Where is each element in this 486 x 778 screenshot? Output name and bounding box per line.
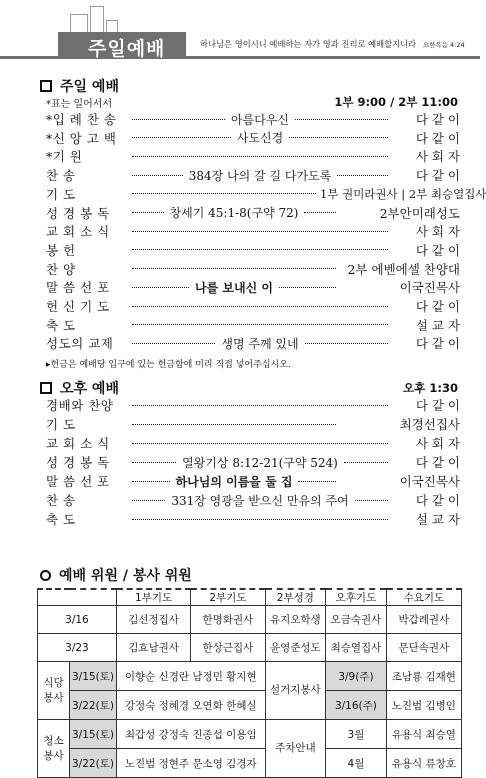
order-label: 찬 양 bbox=[46, 261, 76, 277]
order-person: 설 교 자 bbox=[415, 512, 460, 527]
order-row bbox=[46, 434, 460, 452]
order-content: 사도신경 bbox=[236, 131, 284, 146]
meal-service-date: 3/15(토) bbox=[70, 662, 117, 691]
dot-leader bbox=[132, 268, 336, 269]
dish-service-names: 노진범 김병인 bbox=[386, 691, 461, 720]
dot-leader bbox=[279, 287, 336, 288]
meal-service-row bbox=[38, 662, 462, 691]
dot-leader bbox=[355, 500, 388, 501]
dot-leader bbox=[132, 343, 215, 344]
order-leader bbox=[128, 443, 392, 444]
order-person: 사 회 자 bbox=[415, 224, 460, 240]
order-person: 다 같 이 bbox=[415, 112, 460, 127]
duty-table bbox=[37, 588, 462, 778]
duty-cell: 오금숙권사 bbox=[326, 606, 387, 634]
order-label: 성도의 교제 bbox=[46, 336, 114, 352]
duty-row bbox=[38, 634, 462, 662]
order-person: 다 같 이 bbox=[415, 493, 460, 508]
dot-leader bbox=[132, 405, 388, 406]
order-person: 최경선집사 bbox=[399, 417, 460, 432]
order-row bbox=[46, 204, 460, 222]
header-rule bbox=[0, 56, 480, 59]
duty-cell: 유지오학생 bbox=[265, 606, 326, 634]
meal-service-names: 이향순 신경란 남정민 황지현 bbox=[116, 662, 265, 691]
clean-service-date: 3/22(토) bbox=[70, 749, 117, 778]
order-row bbox=[46, 110, 460, 128]
dot-leader bbox=[132, 443, 388, 444]
order-row bbox=[46, 396, 460, 414]
order-label: 찬 송 bbox=[46, 168, 76, 184]
order-leader bbox=[128, 306, 392, 307]
order-row bbox=[46, 453, 460, 471]
order-person: 다 같 이 bbox=[415, 455, 460, 470]
order-person: 다 같 이 bbox=[415, 336, 460, 352]
dot-leader bbox=[132, 324, 388, 325]
header-verse bbox=[200, 38, 465, 50]
order-leader bbox=[128, 156, 392, 157]
order-leader bbox=[128, 454, 392, 471]
morning-service-title: 주일 예배 bbox=[60, 79, 119, 95]
order-content: 생명 주께 있네 bbox=[221, 336, 299, 351]
dot-leader bbox=[132, 231, 388, 232]
order-content: 나를 보내신 이 bbox=[195, 280, 273, 295]
order-person: 다 같 이 bbox=[415, 242, 460, 258]
order-label: 말 씀 선 포 bbox=[46, 474, 110, 489]
order-row bbox=[46, 260, 460, 278]
parking-service-date: 3월 bbox=[326, 720, 387, 749]
order-label: 헌 신 기 도 bbox=[46, 299, 110, 314]
square-bullet-icon bbox=[40, 382, 52, 394]
afternoon-service-title: 오후 예배 bbox=[60, 381, 119, 397]
duty-cell: 최승열집사 bbox=[326, 634, 387, 662]
duty-cell: 김효남권사 bbox=[116, 634, 190, 662]
meal-service-row bbox=[38, 691, 462, 720]
duty-header-row bbox=[38, 589, 462, 606]
order-person: 이국진목사 bbox=[399, 474, 460, 489]
dot-leader bbox=[132, 519, 388, 520]
dot-leader bbox=[132, 287, 189, 288]
dish-service-date: 3/16(주) bbox=[326, 691, 387, 720]
order-leader bbox=[128, 519, 392, 520]
order-label: 기 도 bbox=[46, 186, 76, 202]
dish-service-date: 3/9(주) bbox=[326, 662, 387, 691]
duty-cell: 한상근집사 bbox=[191, 634, 265, 662]
order-label: 찬 송 bbox=[46, 493, 76, 508]
order-row bbox=[46, 241, 460, 259]
dot-leader bbox=[132, 212, 164, 213]
order-leader bbox=[128, 193, 320, 194]
order-leader bbox=[128, 324, 392, 325]
clean-service-names: 노진범 정현주 문소영 김경자 bbox=[116, 749, 265, 778]
duty-header-cell: 수요기도 bbox=[386, 589, 461, 606]
order-label: 봉 헌 bbox=[46, 242, 76, 258]
order-person: 다 같 이 bbox=[415, 168, 460, 184]
dish-service-label: 설거지봉사 bbox=[265, 662, 326, 720]
duty-date: 3/23 bbox=[38, 634, 117, 662]
dot-leader bbox=[132, 249, 388, 250]
dot-leader bbox=[132, 462, 176, 463]
order-label: *기 원 bbox=[46, 149, 83, 165]
order-label: 교 회 소 식 bbox=[46, 436, 110, 451]
order-leader bbox=[128, 231, 392, 232]
header bbox=[0, 0, 480, 64]
dot-leader bbox=[304, 212, 336, 213]
duty-cell: 김선정집사 bbox=[116, 606, 190, 634]
order-leader bbox=[128, 279, 340, 296]
clean-service-label: 청소봉사 bbox=[38, 720, 70, 778]
dot-leader bbox=[305, 343, 388, 344]
order-row bbox=[46, 491, 460, 509]
clean-service-names: 최갑성 강정숙 진종섭 이용임 bbox=[116, 720, 265, 749]
morning-service-time: 1부 9:00 / 2부 11:00 bbox=[334, 95, 458, 109]
order-content: 열왕기상 8:12-21(구약 524) bbox=[182, 455, 338, 470]
circle-bullet-icon bbox=[40, 570, 51, 581]
clean-service-row bbox=[38, 720, 462, 749]
standing-note: *표는 일어서서 bbox=[46, 99, 113, 110]
dot-leader bbox=[132, 175, 183, 176]
parking-service-names: 유용식 류창호 bbox=[386, 749, 461, 778]
order-row bbox=[46, 472, 460, 490]
order-leader bbox=[128, 335, 392, 352]
dot-leader bbox=[337, 175, 388, 176]
parking-service-label: 주차안내 bbox=[265, 720, 326, 778]
order-row bbox=[46, 415, 460, 433]
dot-leader bbox=[298, 481, 336, 482]
parking-service-date: 4월 bbox=[326, 749, 387, 778]
order-content: 331장 영광을 받으신 만유의 주여 bbox=[171, 493, 349, 508]
duty-header-cell: 오후기도 bbox=[326, 589, 387, 606]
order-row bbox=[46, 278, 460, 296]
dot-leader bbox=[132, 137, 231, 138]
order-label: 교 회 소 식 bbox=[46, 224, 110, 240]
order-person: 1부 권미라권사 | 2부 최승열집사 bbox=[320, 186, 486, 201]
duty-header-cell: 2부기도 bbox=[191, 589, 265, 606]
order-label: 경배와 찬양 bbox=[46, 398, 114, 413]
order-label: *신 앙 고 백 bbox=[46, 130, 117, 146]
order-leader bbox=[128, 268, 340, 269]
clean-service-date: 3/15(토) bbox=[70, 720, 117, 749]
dot-leader bbox=[132, 424, 336, 425]
dot-leader bbox=[344, 462, 388, 463]
afternoon-service-time: 오후 1:30 bbox=[403, 381, 458, 395]
order-person: 2부 에벤에셀 찬양대 bbox=[347, 261, 460, 277]
order-content: 하나님의 이름을 둘 집 bbox=[175, 474, 293, 489]
order-content: 384장 나의 갈 길 다가도록 bbox=[188, 168, 332, 183]
order-leader bbox=[128, 129, 392, 146]
dot-leader bbox=[132, 119, 225, 120]
meal-service-names: 강정숙 정혜경 오연화 한혜실 bbox=[116, 691, 265, 720]
offering-note: ▸헌금은 예배당 입구에 있는 헌금함에 미리 직접 넣어주십시오. bbox=[46, 360, 291, 370]
duty-header-corner bbox=[38, 589, 117, 606]
dot-leader bbox=[132, 481, 170, 482]
duty-header-cell: 1부기도 bbox=[116, 589, 190, 606]
order-content: 창세기 45:1-8(구약 72) bbox=[169, 206, 299, 220]
duty-cell: 문단속권사 bbox=[386, 634, 461, 662]
order-row bbox=[46, 334, 460, 352]
order-row bbox=[46, 297, 460, 315]
verse-text: 하나님은 영이시니 예배하는 자가 영과 진리로 예배할지니라 bbox=[200, 39, 417, 49]
order-person: 다 같 이 bbox=[415, 299, 460, 314]
order-leader bbox=[128, 405, 392, 406]
dot-leader bbox=[295, 119, 388, 120]
order-leader bbox=[128, 167, 392, 184]
duty-cell: 한명화권사 bbox=[191, 606, 265, 634]
order-label: 성 경 봉 독 bbox=[46, 455, 110, 470]
verse-reference: 요한복음 4:24 bbox=[422, 41, 465, 49]
order-label: 축 도 bbox=[46, 317, 76, 333]
duty-title: 예배 위원 / 봉사 위원 bbox=[59, 568, 192, 584]
order-person: 사 회 자 bbox=[415, 436, 460, 451]
page-title: 주일예배 bbox=[88, 38, 166, 60]
parking-service-names: 유용식 최승열 bbox=[386, 720, 461, 749]
order-label: 성 경 봉 독 bbox=[46, 205, 110, 221]
order-row bbox=[46, 222, 460, 240]
order-leader bbox=[128, 424, 340, 425]
order-row bbox=[46, 147, 460, 165]
duty-cell: 윤영준성도 bbox=[265, 634, 326, 662]
order-row bbox=[46, 166, 460, 184]
duty-date: 3/16 bbox=[38, 606, 117, 634]
order-person: 다 같 이 bbox=[415, 398, 460, 413]
order-label: 말 씀 선 포 bbox=[46, 280, 110, 296]
dot-leader bbox=[132, 306, 388, 307]
order-row bbox=[46, 129, 460, 147]
order-person: 다 같 이 bbox=[415, 130, 460, 146]
order-row bbox=[46, 185, 486, 203]
order-leader bbox=[128, 249, 392, 250]
duty-header-cell: 2부성경 bbox=[265, 589, 326, 606]
order-person: 이국진목사 bbox=[399, 280, 460, 296]
duty-cell: 박갑례권사 bbox=[386, 606, 461, 634]
order-person: 설 교 자 bbox=[415, 317, 460, 333]
clean-service-row bbox=[38, 749, 462, 778]
order-leader bbox=[128, 204, 340, 221]
dot-leader bbox=[132, 193, 316, 194]
duty-row bbox=[38, 606, 462, 634]
duty-heading bbox=[40, 565, 192, 585]
order-person: 사 회 자 bbox=[415, 149, 460, 165]
order-label: 축 도 bbox=[46, 512, 76, 527]
dot-leader bbox=[132, 500, 165, 501]
order-content: 아름다우신 bbox=[231, 112, 289, 127]
dish-service-names: 조남룡 김재현 bbox=[386, 662, 461, 691]
order-row bbox=[46, 510, 460, 528]
order-leader bbox=[128, 473, 340, 490]
meal-service-label: 식당봉사 bbox=[38, 662, 70, 720]
order-label: *입 례 찬 송 bbox=[46, 112, 117, 127]
dot-leader bbox=[132, 156, 388, 157]
order-row bbox=[46, 316, 460, 334]
afternoon-service-heading bbox=[40, 378, 119, 398]
morning-service-heading bbox=[40, 76, 119, 96]
square-bullet-icon bbox=[40, 80, 52, 92]
order-leader bbox=[128, 492, 392, 509]
meal-service-date: 3/22(토) bbox=[70, 691, 117, 720]
dot-leader bbox=[289, 137, 388, 138]
order-leader bbox=[128, 111, 392, 128]
order-label: 기 도 bbox=[46, 417, 76, 432]
order-person: 2부안미래성도 bbox=[379, 205, 460, 221]
